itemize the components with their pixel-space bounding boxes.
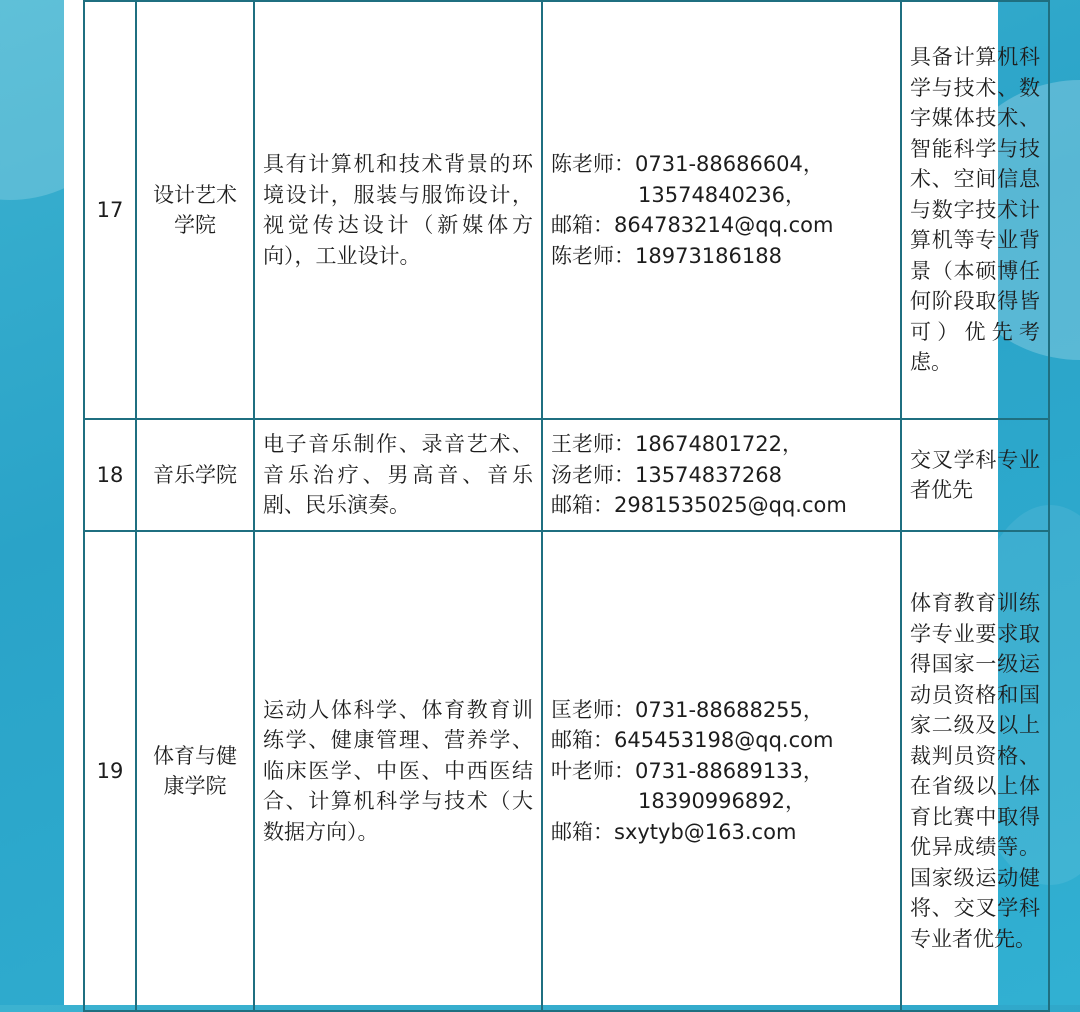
contact-line: 汤老师：13574837268 [551,462,782,487]
unit-name [136,1,254,419]
contact-line: 13574840236， [638,182,806,207]
contact-line: 陈老师：0731-88686604， [551,152,824,176]
contact-line: 邮箱：sxytyb@163.com [551,819,797,844]
contact-line: 邮箱：645453198@qq.com [551,728,834,753]
unit-name-text: 体育与健康学院 [153,743,237,798]
note-cell: 体育教育训练学专业要求取得国家一级运动员资格和国家二级及以上裁判员资格、在省级以上体育比赛中取得优异成绩等。国家级运动健将、交叉学科专业者优先。 [901,531,1049,1011]
row-number: 18 [84,419,136,531]
recruitment-table [83,0,1050,1012]
row-number: 19 [84,531,136,1011]
contact-line: 匡老师：0731-88688255， [551,697,824,722]
table-row [84,531,1049,1011]
unit-name: 音乐学院 [136,419,254,531]
table-row [84,1,1049,419]
row-number: 17 [84,1,136,419]
contact-line: 18390996892， [638,789,806,814]
contact-line: 邮箱：864783214@qq.com [551,213,834,237]
table-row [84,419,1049,531]
contact-line: 陈老师：18973186188 [551,243,782,268]
unit-name [136,531,254,1011]
note-cell: 交叉学科专业者优先 [901,419,1049,531]
majors-cell: 运动人体科学、体育教育训练学、健康管理、营养学、临床医学、中医、中西医结合、计算机科学与技术（大数据方向）。 [254,531,542,1011]
note-cell: 具备计算机科学与技术、数字媒体技术、智能科学与技术、空间信息与数字技术计算机等专业背景（本硕博任何阶段取得皆可）优先考虑。 [901,1,1049,419]
majors-cell: 电子音乐制作、录音艺术、音乐治疗、男高音、音乐剧、民乐演奏。 [254,419,542,531]
unit-name-text: 设计艺术学院 [153,182,237,237]
majors-cell: 具有计算机和技术背景的环境设计，服装与服饰设计，视觉传达设计（新媒体方向），工业设计。 [254,1,542,419]
contact-line: 叶老师：0731-88689133， [551,758,824,783]
contact-line: 邮箱：2981535025@qq.com [551,493,847,518]
contact-cell [542,1,901,419]
contact-line: 王老师：18674801722， [551,432,803,457]
contact-cell [542,419,901,531]
contact-cell [542,531,901,1011]
